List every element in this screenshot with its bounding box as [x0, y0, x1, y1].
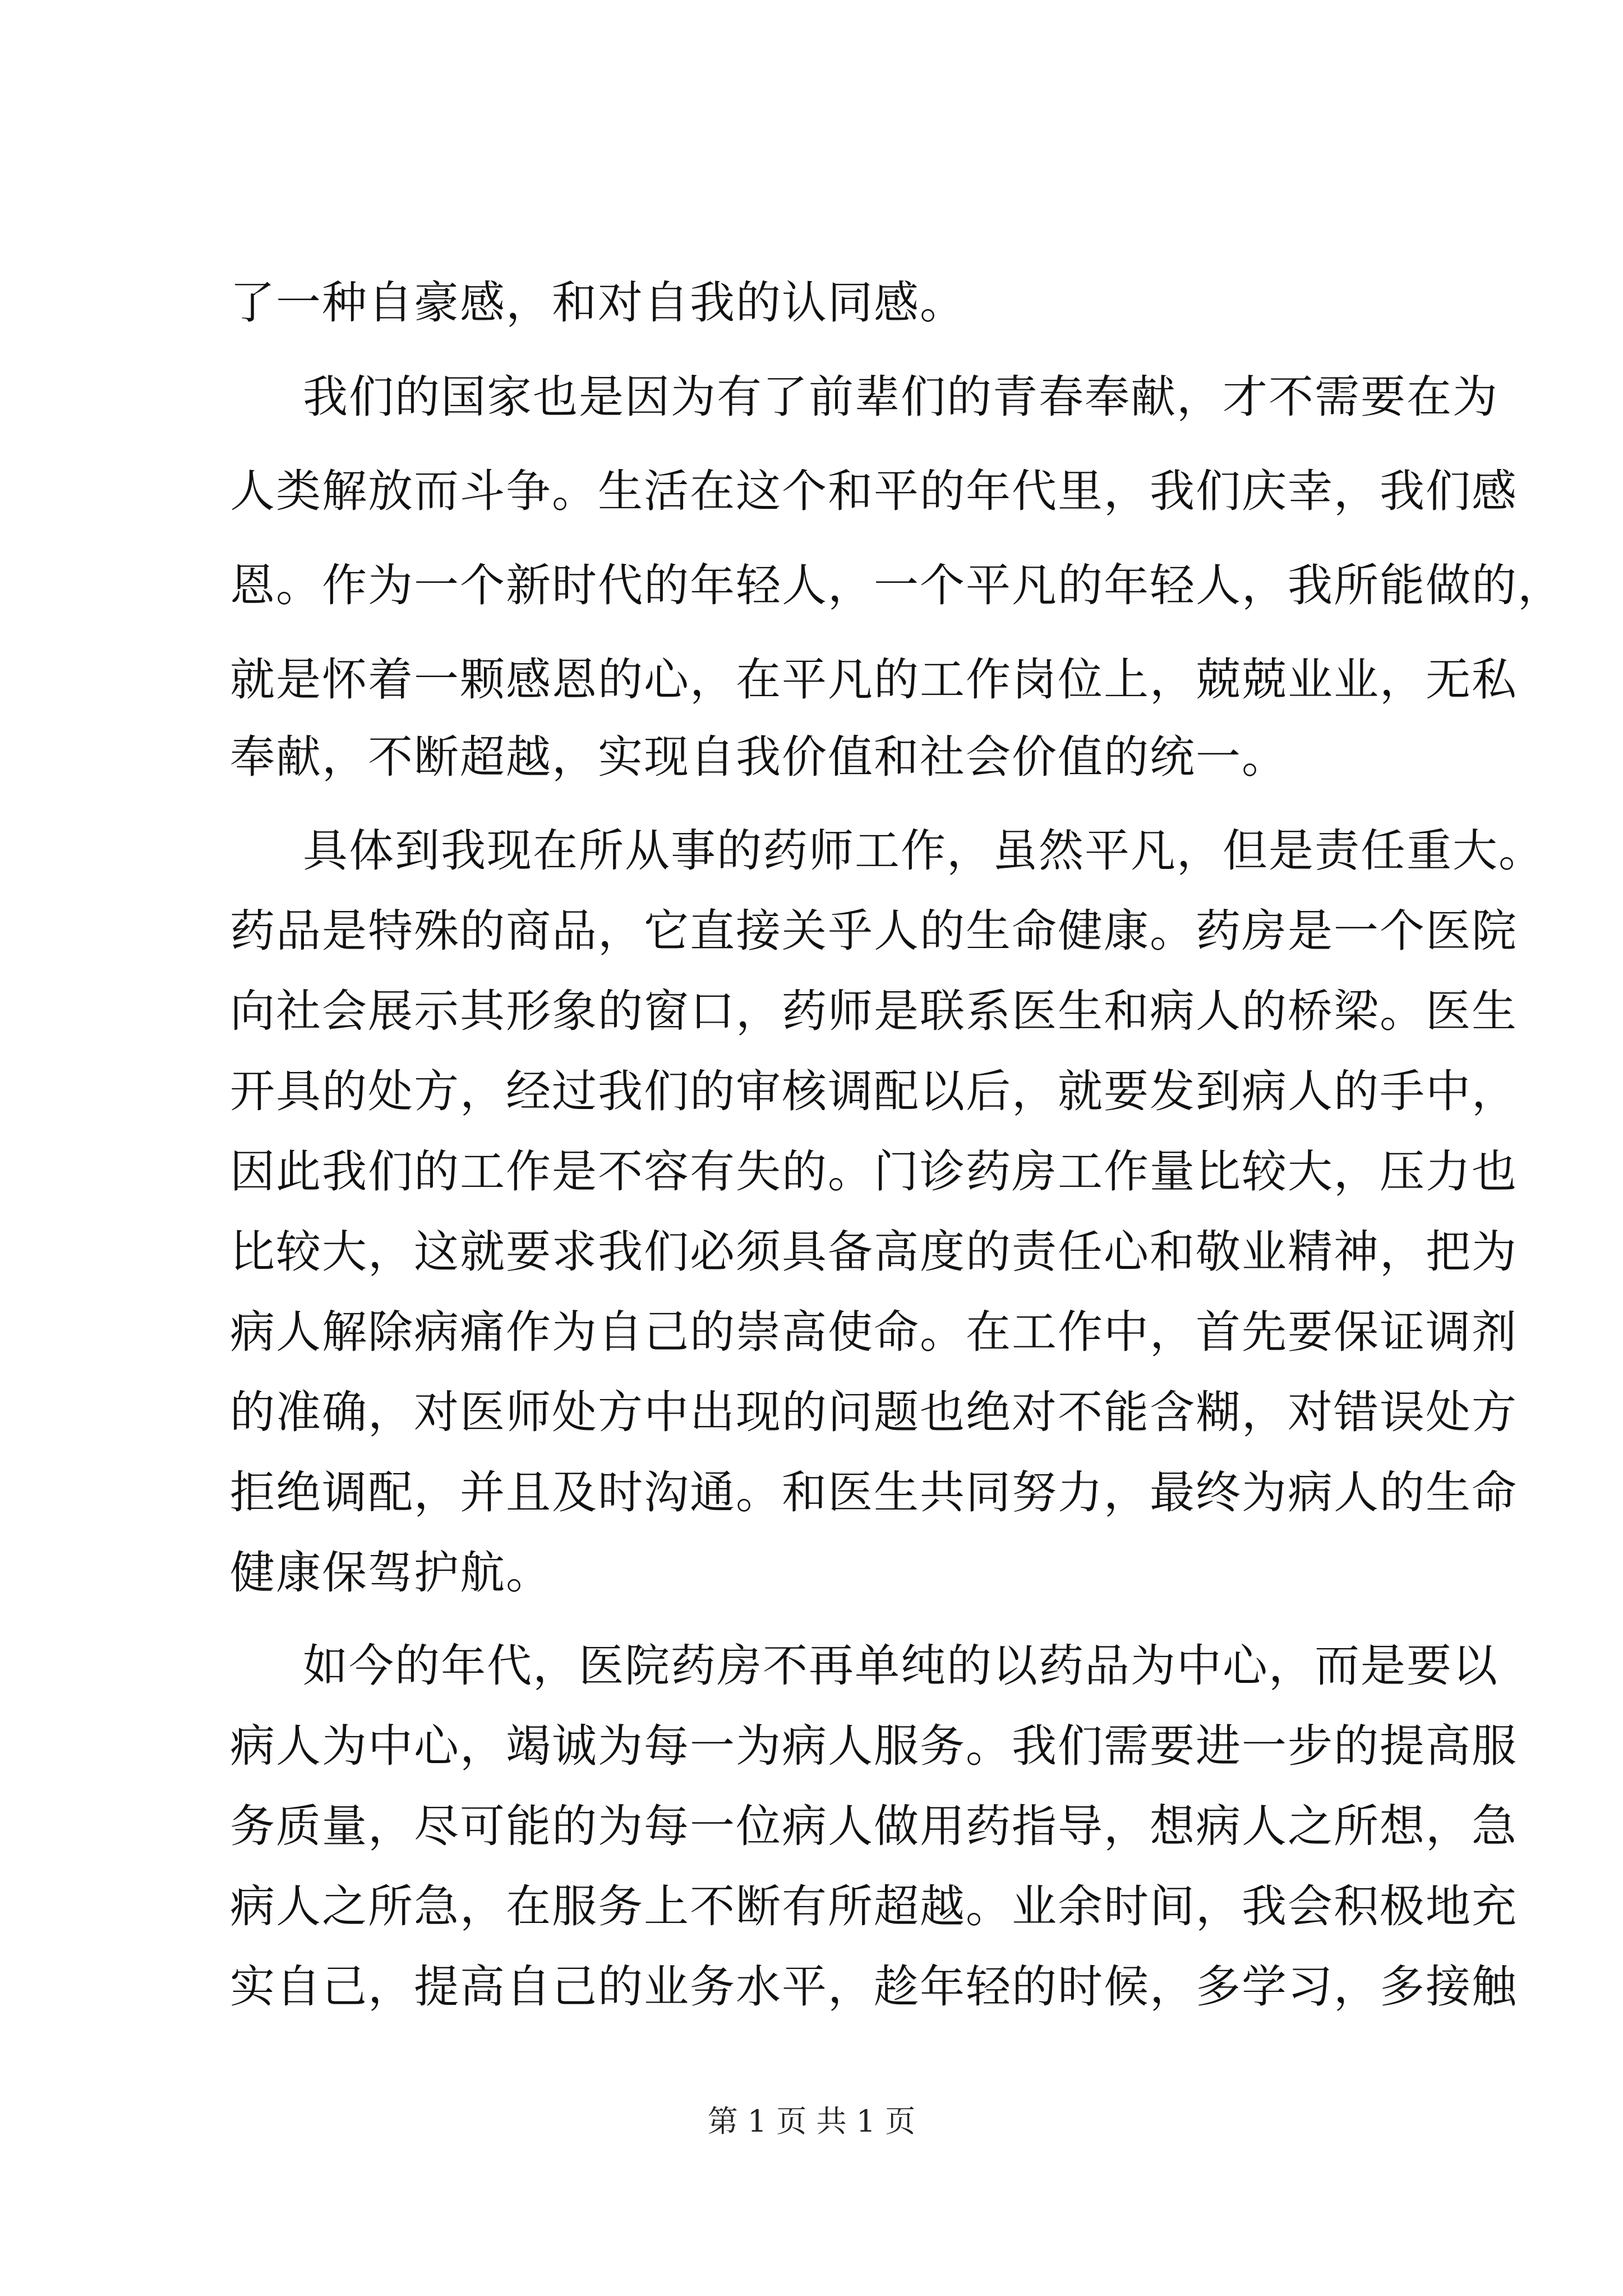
- text-line-17: 如今的年代，医院药房不再单纯的以药品为中心，而是要以: [303, 1640, 1498, 1692]
- text-line-19: 务质量，尽可能的为每一位病人做用药指导，想病人之所想，急: [230, 1800, 1518, 1852]
- text-line-7: 具体到我现在所从事的药师工作，虽然平凡，但是责任重大。: [303, 825, 1544, 877]
- text-line-12: 比较大，这就要求我们必须具备高度的责任心和敬业精神，把为: [230, 1226, 1518, 1278]
- text-line-9: 向社会展示其形象的窗口，药师是联系医生和病人的桥梁。医生: [230, 985, 1518, 1037]
- text-line-3: 人类解放而斗争。生活在这个和平的年代里，我们庆幸，我们感: [230, 465, 1518, 517]
- text-line-18: 病人为中心，竭诚为每一为病人服务。我们需要进一步的提高服: [230, 1720, 1518, 1772]
- text-line-8: 药品是特殊的商品，它直接关乎人的生命健康。药房是一个医院: [230, 905, 1518, 957]
- text-line-6: 奉献，不断超越，实现自我价值和社会价值的统一。: [230, 731, 1288, 783]
- text-line-10: 开具的处方，经过我们的审核调配以后，就要发到病人的手中，: [230, 1065, 1518, 1117]
- text-line-5: 就是怀着一颗感恩的心，在平凡的工作岗位上，兢兢业业，无私: [230, 654, 1518, 706]
- text-line-13: 病人解除病痛作为自己的崇高使命。在工作中，首先要保证调剂: [230, 1306, 1518, 1358]
- text-line-4: 恩。作为一个新时代的年轻人，一个平凡的年轻人，我所能做的，: [230, 559, 1564, 611]
- page-footer: 第 1 页 共 1 页: [707, 2104, 916, 2139]
- text-line-2: 我们的国家也是因为有了前辈们的青春奉献，才不需要在为: [303, 371, 1498, 423]
- text-line-11: 因此我们的工作是不容有失的。门诊药房工作量比较大，压力也: [230, 1145, 1518, 1198]
- text-line-1: 了一种自豪感，和对自我的认同感。: [230, 277, 966, 329]
- text-line-15: 拒绝调配，并且及时沟通。和医生共同努力，最终为病人的生命: [230, 1466, 1518, 1519]
- text-line-14: 的准确，对医师处方中出现的问题也绝对不能含糊，对错误处方: [230, 1386, 1518, 1438]
- text-line-20: 病人之所急，在服务上不断有所超越。业余时间，我会积极地充: [230, 1880, 1518, 1932]
- text-line-21: 实自己，提高自己的业务水平，趁年轻的时候，多学习，多接触: [230, 1961, 1518, 2013]
- text-line-16: 健康保驾护航。: [230, 1547, 552, 1599]
